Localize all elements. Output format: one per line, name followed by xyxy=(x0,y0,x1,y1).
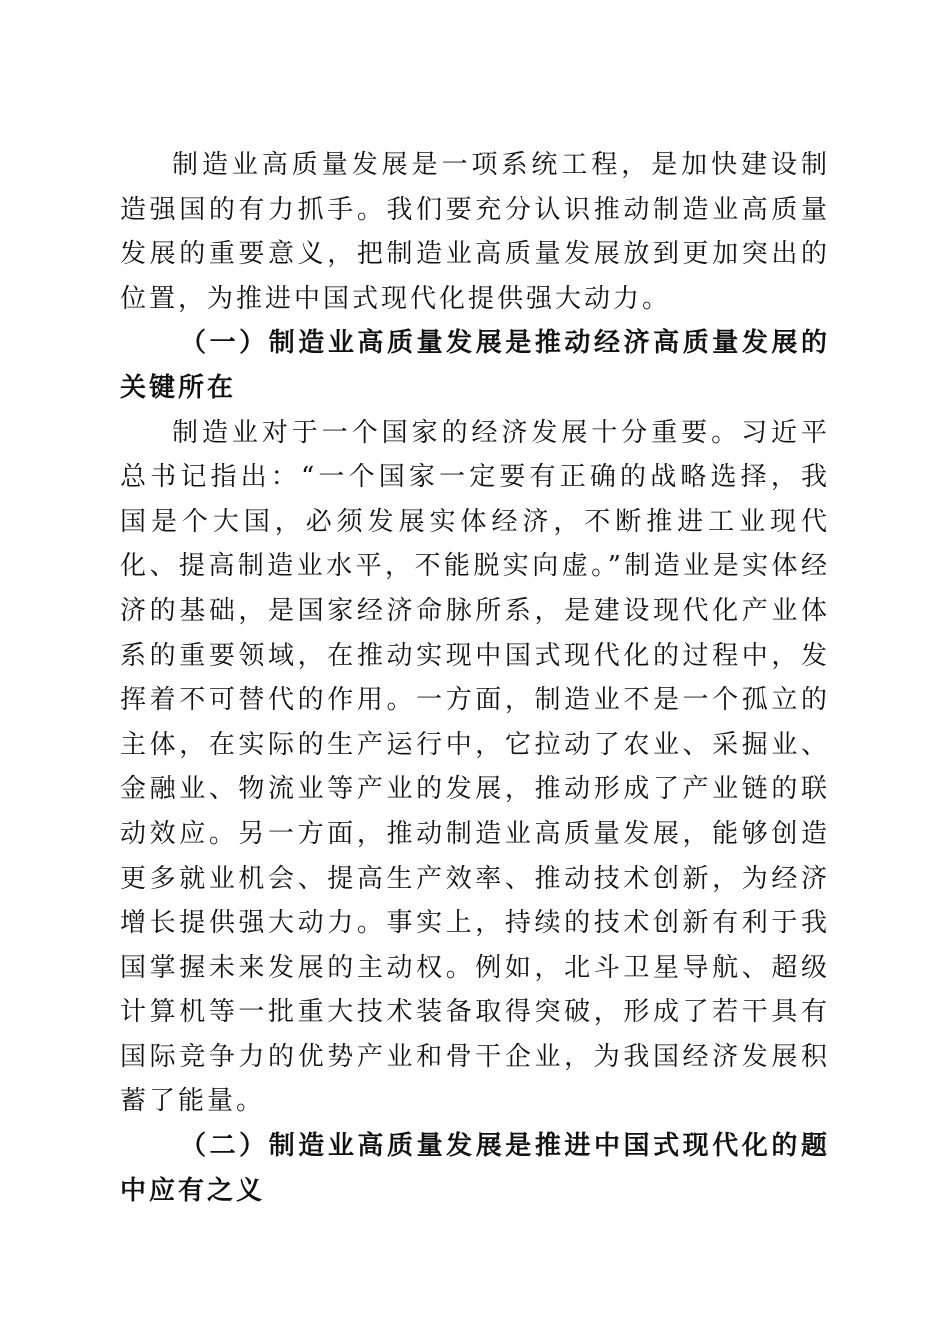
intro-paragraph: 制造业高质量发展是一项系统工程，是加快建设制造强国的有力抓手。我们要充分认识推动制造业高质量发展的重要意义，把制造业高质量发展放到更加突出的位置，为推进中国式现代化提供强大动力。 xyxy=(120,150,830,314)
document-body xyxy=(120,143,830,1213)
section-1-paragraph: 制造业对于一个国家的经济发展十分重要。习近平总书记指出：“一个国家一定要有正确的战略选择，我国是个大国，必须发展实体经济，不断推进工业现代化、提高制造业水平，不能脱实向虚。”制造业是实体经济的基础，是国家经济命脉所系，是建设现代化产业体系的重要领域，在推动实现中国式现代化的过程中，发挥着不可替代的作用。一方面，制造业不是一个孤立的主体，在实际的生产运行中，它拉动了农业、采掘业、金融业、物流业等产业的发展，推动形成了产业链的联动效应。另一方面，推动制造业高质量发展，能够创造更多就业机会、提高生产效率、推动技术创新，为经济增长提供强大动力。事实上，持续的技术创新有利于我国掌握未来发展的主动权。例如，北斗卫星导航、超级计算机等一批重大技术装备取得突破，形成了若干具有国际竞争力的优势产业和骨干企业，为我国经济发展积蓄了能量。 xyxy=(120,417,830,1117)
section-heading-1: （一）制造业高质量发展是推动经济高质量发展的关键所在 xyxy=(120,328,830,403)
section-heading-2: （二）制造业高质量发展是推进中国式现代化的题中应有之义 xyxy=(120,1131,830,1206)
